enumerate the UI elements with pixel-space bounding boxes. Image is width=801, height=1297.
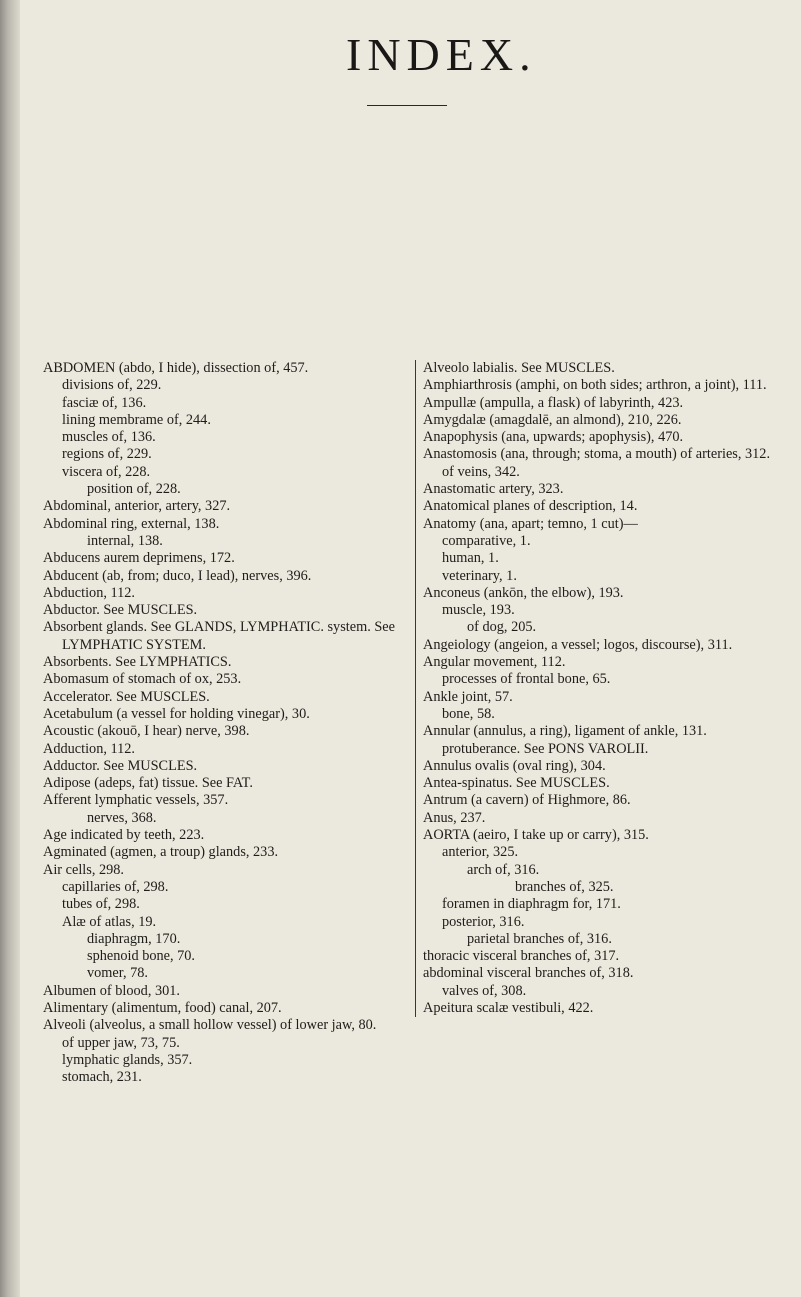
- index-entry: protuberance. See PONS VAROLII.: [442, 740, 649, 757]
- index-entry: Angeiology (angeion, a vessel; logos, discourse), 311.: [423, 636, 733, 653]
- index-entry: of upper jaw, 73, 75.: [62, 1034, 180, 1051]
- index-entry: Alveolo labialis. See MUSCLES.: [423, 360, 615, 376]
- index-entry: Anatomical planes of description, 14.: [423, 498, 638, 515]
- index-entry: Albumen of blood, 301.: [43, 982, 181, 999]
- index-entry: of veins, 342.: [442, 463, 520, 480]
- index-entry: Anapophysis (ana, upwards; apophysis), 470.: [423, 429, 684, 446]
- index-entry: Anastomosis (ana, through; stoma, a mouth) of arteries, 312.: [423, 446, 771, 463]
- index-entry: muscles of, 136.: [62, 429, 156, 446]
- index-entry: Alæ of atlas, 19.: [62, 913, 157, 930]
- book-spine-shadow: [0, 0, 20, 1297]
- index-entry: stomach, 231.: [62, 1069, 142, 1086]
- index-entry: Alimentary (alimentum, food) canal, 207.: [43, 999, 282, 1016]
- index-page: [20, 0, 801, 1297]
- index-column-right: [415, 360, 791, 1017]
- index-entry: position of, 228.: [87, 481, 181, 498]
- title-rule: [367, 105, 447, 106]
- index-entry: of dog, 205.: [467, 619, 537, 636]
- index-entry: fasciæ of, 136.: [62, 394, 147, 411]
- index-entry: Antea-spinatus. See MUSCLES.: [423, 775, 610, 792]
- index-entry: Abducent (ab, from; duco, I lead), nerves, 396.: [43, 567, 312, 584]
- index-entry: Absorbent glands. See GLANDS, LYMPHATIC. system. See LYMPHATIC SYSTEM.: [43, 619, 395, 653]
- index-entry: Apeitura scalæ vestibuli, 422.: [423, 999, 594, 1016]
- page-title: INDEX.: [346, 29, 537, 80]
- index-entry: Acoustic (akouō, I hear) nerve, 398.: [43, 723, 250, 740]
- index-entry: Afferent lymphatic vessels, 357.: [43, 792, 229, 809]
- index-entry: Antrum (a cavern) of Highmore, 86.: [423, 792, 631, 809]
- index-entry: anterior, 325.: [442, 844, 519, 861]
- index-entry: Absorbents. See LYMPHATICS.: [43, 654, 232, 671]
- index-entry: Ampullæ (ampulla, a flask) of labyrinth, 423.: [423, 394, 684, 411]
- index-entry: human, 1.: [442, 550, 499, 567]
- index-entry: lymphatic glands, 357.: [62, 1051, 193, 1068]
- index-entry: Abducens aurem deprimens, 172.: [43, 550, 235, 567]
- index-entry: Acetabulum (a vessel for holding vinegar), 30.: [43, 705, 310, 722]
- index-entry: lining membrame of, 244.: [62, 411, 211, 428]
- index-entry: comparative, 1.: [442, 532, 531, 549]
- index-entry: Ankle joint, 57.: [423, 688, 513, 705]
- index-entry: bone, 58.: [442, 705, 495, 722]
- index-entry: Anastomatic artery, 323.: [423, 481, 564, 498]
- index-entry: posterior, 316.: [442, 913, 525, 930]
- index-entry: Abdominal ring, external, 138.: [43, 515, 220, 532]
- index-entry: capillaries of, 298.: [62, 878, 169, 895]
- index-entry: thoracic visceral branches of, 317.: [423, 948, 620, 965]
- index-entry: internal, 138.: [87, 532, 163, 549]
- index-entry: AORTA (aeiro, I take up or carry), 315.: [423, 827, 649, 844]
- index-entry: viscera of, 228.: [62, 463, 151, 480]
- index-entry: Agminated (agmen, a troup) glands, 233.: [43, 844, 279, 861]
- index-column-left: [43, 360, 396, 1086]
- index-entry: Amygdalæ (amagdalē, an almond), 210, 226.: [423, 411, 682, 428]
- index-entry: sphenoid bone, 70.: [87, 948, 196, 965]
- index-entry: Accelerator. See MUSCLES.: [43, 688, 210, 705]
- index-entry: Anus, 237.: [423, 809, 486, 826]
- index-entry: Anconeus (ankōn, the elbow), 193.: [423, 584, 624, 601]
- index-entry: Abduction, 112.: [43, 584, 135, 601]
- index-entry: muscle, 193.: [442, 602, 515, 619]
- index-entry: diaphragm, 170.: [87, 930, 181, 947]
- index-entry: Abductor. See MUSCLES.: [43, 602, 198, 619]
- index-entry: Annulus ovalis (oval ring), 304.: [423, 757, 606, 774]
- index-entry: Adductor. See MUSCLES.: [43, 757, 198, 774]
- index-entry: arch of, 316.: [467, 861, 540, 878]
- index-entry: veterinary, 1.: [442, 567, 517, 584]
- index-entry: Air cells, 298.: [43, 861, 124, 878]
- index-entry: processes of frontal bone, 65.: [442, 671, 611, 688]
- index-entry: parietal branches of, 316.: [467, 930, 612, 947]
- index-entry: vomer, 78.: [87, 965, 148, 982]
- index-entry: ABDOMEN (abdo, I hide), dissection of, 457.: [43, 360, 309, 376]
- index-entry: Abomasum of stomach of ox, 253.: [43, 671, 242, 688]
- index-entry: tubes of, 298.: [62, 896, 140, 913]
- index-entry: Amphiarthrosis (amphi, on both sides; arthron, a joint), 111.: [423, 377, 767, 394]
- index-entry: Annular (annulus, a ring), ligament of ankle, 131.: [423, 723, 707, 740]
- index-entry: Age indicated by teeth, 223.: [43, 827, 205, 844]
- index-entry: Anatomy (ana, apart; temno, 1 cut)—: [423, 515, 638, 532]
- index-entry: Adipose (adeps, fat) tissue. See FAT.: [43, 775, 253, 792]
- index-entry: Angular movement, 112.: [423, 654, 566, 671]
- index-entry: branches of, 325.: [515, 878, 614, 895]
- index-entry: valves of, 308.: [442, 982, 527, 999]
- index-entry: Abdominal, anterior, artery, 327.: [43, 498, 231, 515]
- index-entry: abdominal visceral branches of, 318.: [423, 965, 634, 982]
- index-entry: divisions of, 229.: [62, 377, 162, 394]
- index-entry: Alveoli (alveolus, a small hollow vessel) of lower jaw, 80.: [43, 1017, 377, 1034]
- index-entry: foramen in diaphragm for, 171.: [442, 896, 621, 913]
- index-entry: Adduction, 112.: [43, 740, 135, 757]
- index-entry: nerves, 368.: [87, 809, 157, 826]
- index-entry: regions of, 229.: [62, 446, 152, 463]
